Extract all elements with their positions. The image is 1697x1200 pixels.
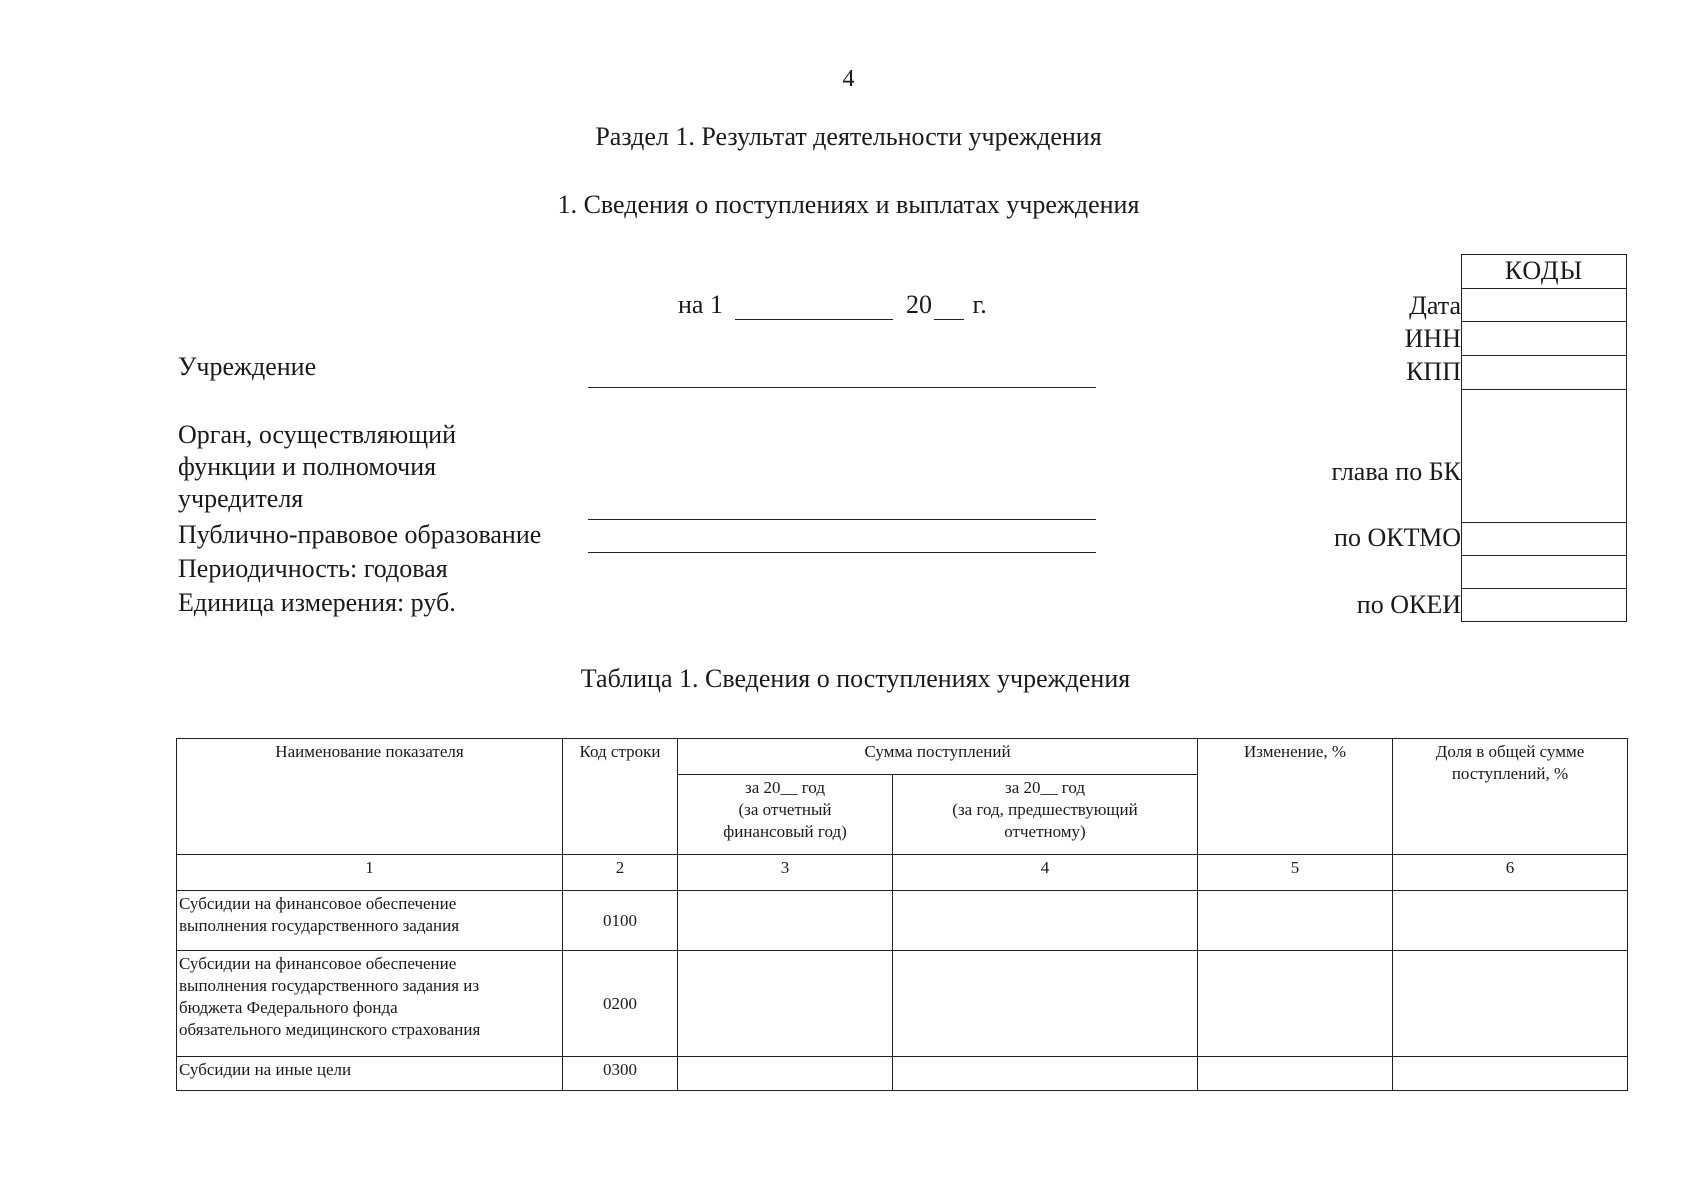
row-indicator-name — [177, 891, 563, 951]
codes-header: КОДЫ — [1504, 256, 1584, 285]
date-code-label: Дата — [1409, 291, 1461, 320]
row-name-line: Субсидии на финансовое обеспечение — [179, 894, 457, 913]
month-blank — [735, 295, 893, 320]
header-indicator-name: Наименование показателя — [177, 739, 563, 855]
row-sum-previous-cell[interactable] — [893, 1057, 1198, 1091]
header-sum-current-line3: финансовый год) — [723, 822, 847, 841]
header-change-percent: Изменение, % — [1198, 739, 1393, 855]
unit-label: Единица измерения: руб. — [178, 588, 456, 617]
column-number: 6 — [1393, 855, 1628, 891]
year-blank — [934, 295, 964, 320]
codes-divider — [1462, 522, 1626, 523]
receipts-table — [176, 738, 1628, 1091]
institution-underline — [588, 387, 1096, 388]
header-sum-previous-line3: отчетному) — [1004, 822, 1086, 841]
periodicity-label: Периодичность: годовая — [178, 554, 448, 583]
inn-code-label: ИНН — [1404, 324, 1461, 353]
row-change-cell[interactable] — [1198, 1057, 1393, 1091]
row-share-cell[interactable] — [1393, 1057, 1628, 1091]
row-sum-current-cell[interactable] — [678, 951, 893, 1057]
row-name-line: Субсидии на финансовое обеспечение — [179, 954, 457, 973]
founder-underline — [588, 519, 1096, 520]
table-row — [177, 1057, 1628, 1091]
header-sum-current-line1: за 20__ год — [745, 778, 825, 797]
row-sum-current-cell[interactable] — [678, 891, 893, 951]
column-number: 5 — [1198, 855, 1393, 891]
codes-divider — [1462, 555, 1626, 556]
year-prefix: 20 — [905, 290, 932, 319]
public-entity-label: Публично-правовое образование — [178, 520, 542, 549]
table-row — [177, 951, 1628, 1057]
row-sum-current-cell[interactable] — [678, 1057, 893, 1091]
header-receipts-sum: Сумма поступлений — [678, 739, 1198, 775]
section-title: Раздел 1. Результат деятельности учреждения — [595, 122, 1102, 151]
row-name-line: выполнения государственного задания из — [179, 976, 480, 995]
header-sum-previous-year — [893, 775, 1198, 855]
row-indicator-name — [177, 1057, 563, 1091]
row-sum-previous-cell[interactable] — [893, 951, 1198, 1057]
header-sum-current-line2: (за отчетный — [738, 800, 832, 819]
subsection-title: 1. Сведения о поступлениях и выплатах учреждения — [557, 190, 1140, 219]
glava-bk-code-label: глава по БК — [1331, 457, 1461, 486]
column-number: 2 — [563, 855, 678, 891]
header-row-code: Код строки — [563, 739, 678, 855]
header-sum-previous-line1: за 20__ год — [1005, 778, 1085, 797]
column-number: 1 — [177, 855, 563, 891]
row-change-cell[interactable] — [1198, 951, 1393, 1057]
row-indicator-name — [177, 951, 563, 1057]
public-entity-underline — [588, 552, 1096, 553]
founder-label-line2: функции и полномочия — [178, 452, 437, 481]
row-name-line: Субсидии на иные цели — [179, 1060, 352, 1079]
report-date-line — [678, 290, 987, 320]
institution-label: Учреждение — [178, 352, 317, 381]
codes-divider — [1462, 389, 1626, 390]
header-sum-previous-line2: (за год, предшествующий — [952, 800, 1138, 819]
row-code: 0300 — [563, 1057, 678, 1091]
header-share-percent — [1393, 739, 1628, 855]
row-share-cell[interactable] — [1393, 951, 1628, 1057]
row-name-line: обязательного медицинского страхования — [179, 1020, 481, 1039]
row-name-line: бюджета Федерального фонда — [179, 998, 398, 1017]
table-row — [177, 891, 1628, 951]
page-number: 4 — [842, 66, 855, 92]
codes-divider — [1462, 321, 1626, 322]
row-code: 0200 — [563, 951, 678, 1057]
codes-divider — [1462, 588, 1626, 589]
row-sum-previous-cell[interactable] — [893, 891, 1198, 951]
date-suffix: г. — [972, 290, 987, 319]
row-code: 0100 — [563, 891, 678, 951]
codes-divider — [1462, 288, 1626, 289]
column-number: 4 — [893, 855, 1198, 891]
column-number: 3 — [678, 855, 893, 891]
okei-code-label: по ОКЕИ — [1356, 590, 1461, 619]
codes-divider — [1462, 355, 1626, 356]
header-share-line2: поступлений, % — [1451, 764, 1569, 783]
kpp-code-label: КПП — [1406, 357, 1461, 386]
founder-label-line1: Орган, осуществляющий — [178, 420, 456, 449]
row-name-line: выполнения государственного задания — [179, 916, 460, 935]
header-share-line1: Доля в общей сумме — [1435, 742, 1585, 761]
date-prefix: на 1 — [678, 290, 723, 319]
header-sum-current-year — [678, 775, 893, 855]
row-change-cell[interactable] — [1198, 891, 1393, 951]
oktmo-code-label: по ОКТМО — [1334, 523, 1461, 552]
founder-label-line3: учредителя — [178, 484, 304, 513]
table-title: Таблица 1. Сведения о поступлениях учреждения — [580, 664, 1131, 693]
row-share-cell[interactable] — [1393, 891, 1628, 951]
codes-box — [1461, 254, 1627, 622]
